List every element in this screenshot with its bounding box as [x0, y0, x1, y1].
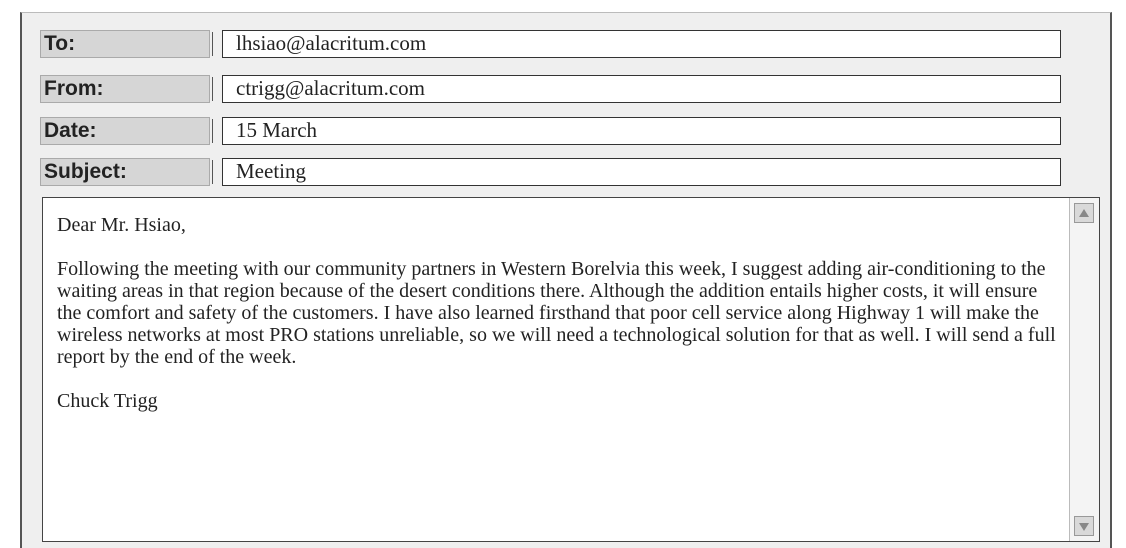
- message-body[interactable]: [42, 197, 1100, 542]
- to-separator: [212, 32, 213, 56]
- scroll-down-button[interactable]: [1074, 516, 1094, 536]
- message-greeting: Dear Mr. Hsiao,: [57, 214, 186, 236]
- subject-field[interactable]: Meeting: [222, 158, 1061, 186]
- from-label: From:: [40, 75, 210, 103]
- date-label: Date:: [40, 117, 210, 145]
- message-text: [57, 214, 1057, 412]
- scroll-down-arrow-icon: [1079, 523, 1089, 531]
- date-field[interactable]: 15 March: [222, 117, 1061, 145]
- to-field[interactable]: lhsiao@alacritum.com: [222, 30, 1061, 58]
- to-label: To:: [40, 30, 210, 58]
- from-separator: [212, 77, 213, 101]
- message-paragraph: Following the meeting with our community partners in Western Borelvia this week, I suggest adding air-conditioning to the waiting areas in that region because of the desert conditions there. Although the addition entails higher costs, it will ensure the comfort and safety of the customers. I have also learned firsthand that poor cell service along Highway 1 will make the wireless networks at most PRO stations unreliable, so we will need a technological solution for that as well. I will send a full report by the end of the week.: [57, 258, 1056, 368]
- subject-separator: [212, 160, 213, 184]
- scroll-up-button[interactable]: [1074, 203, 1094, 223]
- date-separator: [212, 119, 213, 143]
- subject-label: Subject:: [40, 158, 210, 186]
- from-field[interactable]: ctrigg@alacritum.com: [222, 75, 1061, 103]
- message-signature: Chuck Trigg: [57, 390, 158, 412]
- vertical-scrollbar[interactable]: [1069, 198, 1099, 541]
- scroll-up-arrow-icon: [1079, 209, 1089, 217]
